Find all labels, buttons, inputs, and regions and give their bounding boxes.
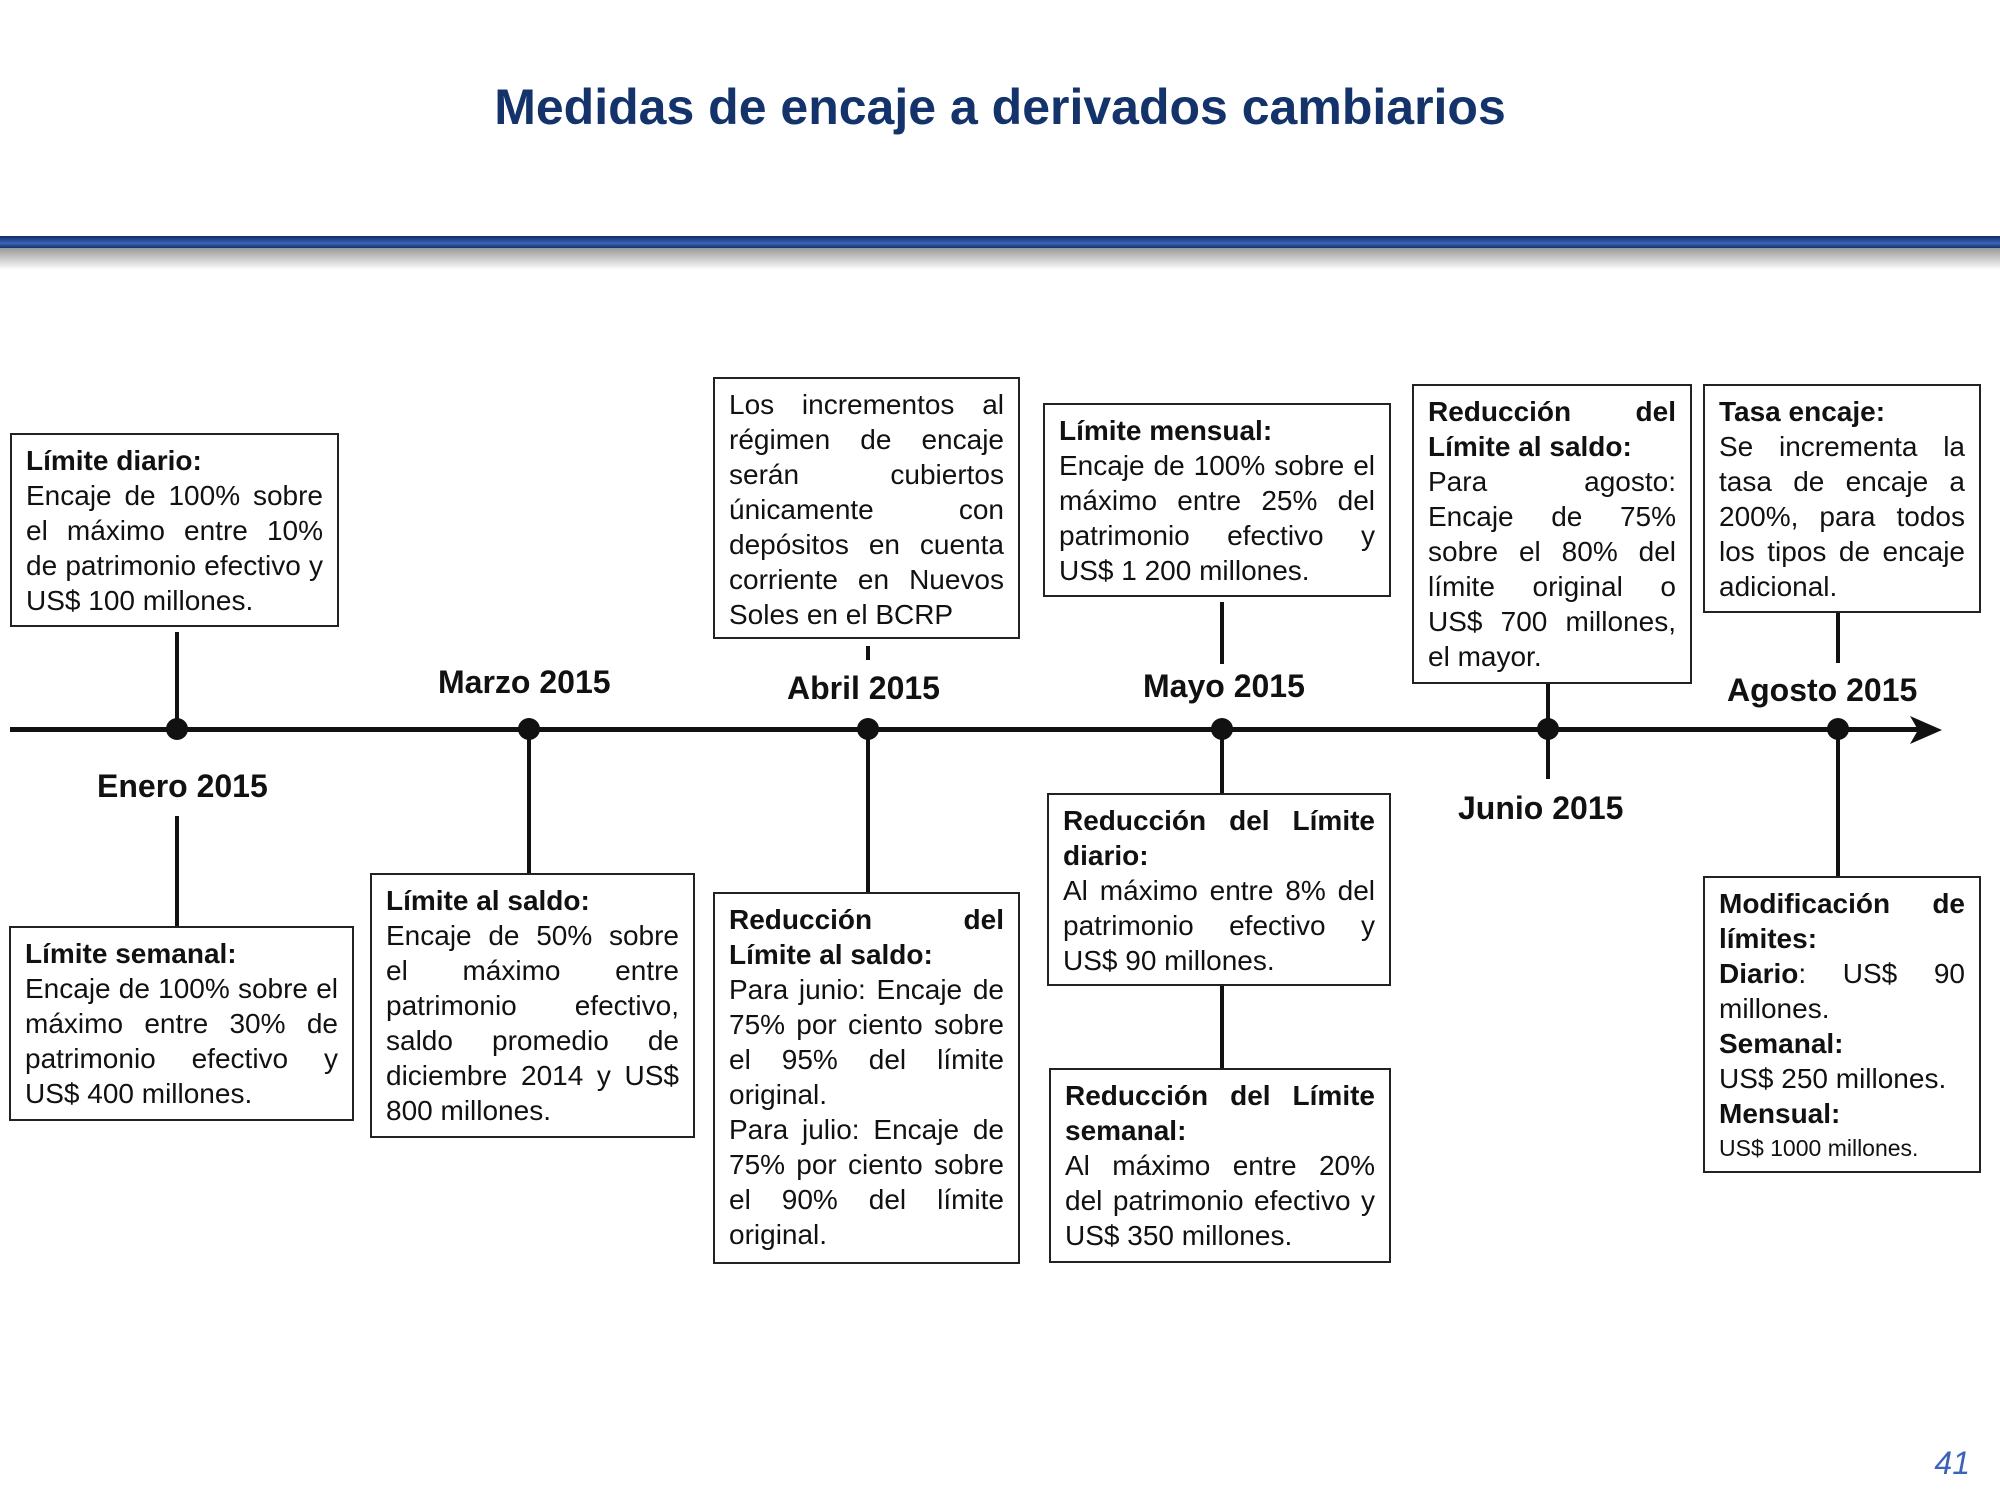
timeline-dot-agosto	[1827, 718, 1849, 740]
box-reduccion-saldo-abril	[713, 892, 1020, 1264]
box-text: Para agosto: Encaje de 75% sobre el 80% del límite original o US$ 700 millones, el mayor.	[1428, 466, 1676, 672]
box-heading: Límite mensual:	[1059, 415, 1273, 446]
connector-mayo-up	[1220, 602, 1224, 664]
box-heading: Límite semanal:	[25, 938, 237, 969]
diario-value: : US$ 90 millones.	[1719, 958, 1965, 1024]
date-agosto: Agosto 2015	[1727, 672, 1918, 708]
date-mayo: Mayo 2015	[1143, 668, 1305, 704]
box-limite-mensual	[1043, 403, 1391, 597]
box-heading: Reducción del Límite semanal:	[1065, 1080, 1375, 1146]
mensual-value: US$ 1000 millones.	[1719, 1135, 1919, 1161]
box-text: Se incrementa la tasa de encaje a 200%, para todos los tipos de encaje adicional.	[1719, 431, 1965, 602]
connector-agosto-up	[1836, 613, 1840, 663]
box-text-julio: Para julio: Encaje de 75% por ciento sobre el 90% del límite original.	[729, 1114, 1004, 1250]
modificacion-diario	[1719, 956, 1965, 1026]
box-heading: Límite al saldo:	[386, 885, 590, 916]
box-tasa-encaje	[1703, 384, 1981, 613]
timeline-dot-abril	[857, 718, 879, 740]
timeline-dot-marzo	[518, 718, 540, 740]
timeline-dot-mayo	[1211, 718, 1233, 740]
page-title: Medidas de encaje a derivados cambiarios	[494, 79, 1506, 135]
box-heading: Reducción del Límite al saldo:	[729, 904, 1004, 970]
connector-mayo-down-2	[1220, 986, 1224, 1070]
box-limite-semanal	[9, 926, 354, 1121]
timeline-dot-enero	[166, 718, 188, 740]
box-reduccion-saldo-junio	[1412, 384, 1692, 684]
box-incrementos	[713, 377, 1020, 639]
box-text: Al máximo entre 8% del patrimonio efectivo y US$ 90 millones.	[1063, 875, 1375, 976]
header-band	[0, 236, 2000, 248]
semanal-value: US$ 250 millones.	[1719, 1063, 1947, 1094]
box-text: Encaje de 50% sobre el máximo entre patrimonio efectivo, saldo promedio de diciembre 2014 y US$ 800 millones.	[386, 920, 679, 1126]
timeline-axis	[10, 727, 1925, 732]
box-heading: Reducción del Límite diario:	[1063, 805, 1375, 871]
box-text-junio: Para junio: Encaje de 75% por ciento sobre el 95% del límite original.	[729, 974, 1004, 1110]
date-junio: Junio 2015	[1458, 790, 1624, 826]
header-band-shadow	[0, 248, 2000, 270]
box-heading: Tasa encaje:	[1719, 396, 1886, 427]
box-heading: Reducción del Límite al saldo:	[1428, 396, 1676, 462]
box-text: Al máximo entre 20% del patrimonio efectivo y US$ 350 millones.	[1065, 1150, 1375, 1251]
box-text: Encaje de 100% sobre el máximo entre 30% de patrimonio efectivo y US$ 400 millones.	[25, 973, 338, 1109]
box-text: Encaje de 100% sobre el máximo entre 10% de patrimonio efectivo y US$ 100 millones.	[26, 480, 323, 616]
box-text: Encaje de 100% sobre el máximo entre 25% del patrimonio efectivo y US$ 1 200 millones.	[1059, 450, 1375, 586]
box-modificacion	[1703, 876, 1981, 1173]
date-marzo: Marzo 2015	[438, 664, 611, 700]
date-abril: Abril 2015	[787, 670, 940, 706]
date-enero: Enero 2015	[97, 768, 268, 804]
timeline-arrowhead-icon	[1910, 716, 1942, 744]
connector-enero-down	[175, 816, 179, 929]
box-limite-diario	[10, 433, 339, 627]
mensual-label: Mensual:	[1719, 1098, 1841, 1129]
connector-abril-down	[866, 730, 870, 892]
box-text: Los incrementos al régimen de encaje serán cubiertos únicamente con depósitos en cuenta corriente en Nuevos Soles en el BCRP	[729, 389, 1004, 630]
box-reduccion-diario	[1047, 793, 1391, 986]
connector-abril-up	[866, 646, 870, 660]
diario-label: Diario	[1719, 958, 1799, 989]
connector-agosto-down	[1836, 730, 1840, 877]
box-heading: Límite diario:	[26, 445, 202, 476]
semanal-label: Semanal:	[1719, 1028, 1844, 1059]
timeline-dot-junio	[1537, 718, 1559, 740]
box-reduccion-semanal	[1049, 1068, 1391, 1263]
box-heading: Modificación de límites:	[1719, 888, 1965, 954]
connector-marzo-down	[527, 730, 531, 875]
page-number: 41	[1934, 1445, 1970, 1481]
box-limite-saldo	[370, 873, 695, 1138]
connector-enero-up	[175, 632, 179, 728]
